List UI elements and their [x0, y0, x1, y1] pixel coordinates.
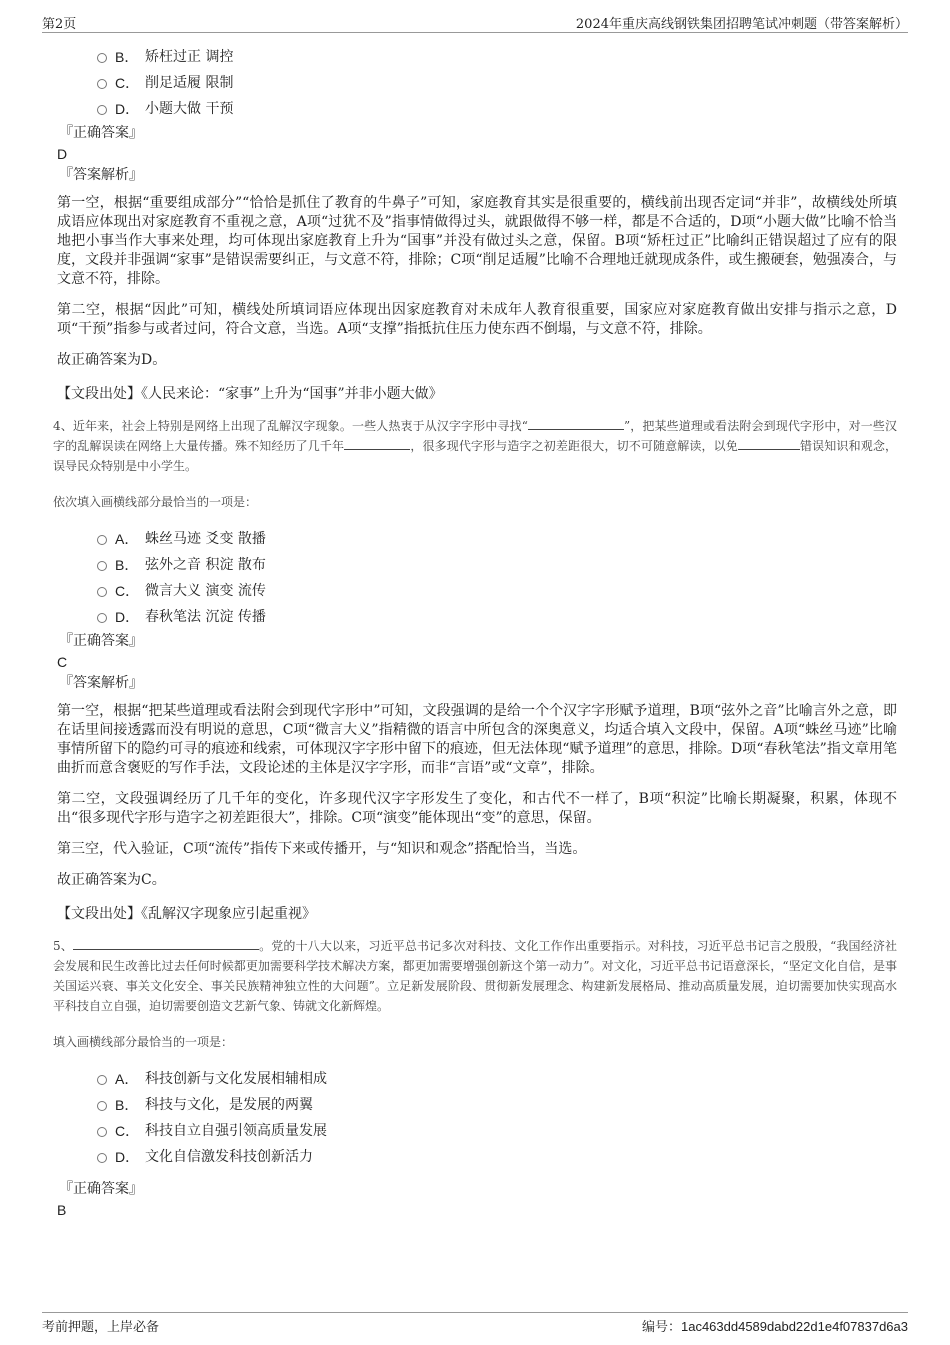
option-text: 弦外之音 积淀 散布 — [145, 557, 266, 573]
option-letter: D． — [115, 1149, 140, 1165]
answer-label: 『正确答案』 — [59, 633, 143, 649]
q4-prompt: 依次填入画横线部分最恰当的一项是： — [53, 495, 258, 509]
blank-line — [344, 437, 410, 450]
stem-text: 错误知识和观念，误导民众特别是中小学生。 — [53, 439, 897, 473]
stem-text: ”，把某些道理或看法附会到现代字形中，对一些汉字的乱解误读在网络上大量传播。殊不知经历了几千年 — [53, 419, 897, 453]
q4-option-c[interactable] — [57, 578, 897, 604]
option-text: 蛛丝马迹 爻变 散播 — [145, 531, 266, 547]
option-letter: C． — [115, 75, 140, 91]
analysis-paragraph: 第一空，根据“重要组成部分”“恰恰是抓住了教育的牛鼻子”可知，家庭教育其实是很重要的，横线前出现否定词“并非”，故横线处所填成语应体现出对家庭教育不重视之意，A项“过犹不及”指事情做得过头，就跟做得不够一样，都是不合适的，D项“小题大做”比喻不恰当地把小事当作大事来处理，均可体现出家庭教育上升为“国事”并没有做过头之意，保留。B项“矫枉过正”比喻纠正错误超过了应有的限度，文段并非强调“家事”是错误需要纠正，与文意不符，排除；C项“削足适履”比喻不合理地迁就现成条件，或生搬硬套，勉强凑合，与文意不符，排除。 — [57, 195, 897, 287]
page-number: 第2页 — [42, 17, 77, 32]
analysis-label: 『答案解析』 — [59, 167, 143, 183]
q4-option-b[interactable] — [57, 552, 897, 578]
radio-icon[interactable] — [97, 1101, 107, 1111]
option-text: 矫枉过正 调控 — [145, 49, 234, 65]
correct-answer: D — [57, 146, 68, 162]
blank-line — [73, 937, 259, 950]
q5-option-a[interactable] — [57, 1066, 897, 1092]
radio-icon[interactable] — [97, 1127, 107, 1137]
option-text: 小题大做 干预 — [145, 101, 234, 117]
radio-icon[interactable] — [97, 79, 107, 89]
option-letter: A． — [115, 1071, 139, 1087]
stem-text: 。党的十八大以来，习近平总书记多次对科技、文化工作作出重要指示。对科技，习近平总书记言之殷殷，“我国经济社会发展和民生改善比过去任何时候都更加需要科学技术解决方案，都更加需要增强创新这个第一动力”。对文化，习近平总书记语意深长，“坚定文化自信，是事关国运兴衰、事关文化安全、事关民族精神独立性的大问题”。立足新发展阶段、贯彻新发展理念、构建新发展格局、推动高质量发展，迫切需要加快实现高水平科技自立自强，迫切需要创造文艺新气象、铸就文化新辉煌。 — [53, 939, 897, 1013]
option-letter: C． — [115, 583, 140, 599]
answer-label: 『正确答案』 — [59, 1181, 143, 1197]
analysis-label: 『答案解析』 — [59, 675, 143, 691]
correct-answer: B — [57, 1202, 67, 1218]
stem-text: 4、近年来，社会上特别是网络上出现了乱解汉字现象。一些人热衷于从汉字字形中寻找“ — [53, 419, 528, 433]
option-letter: D． — [115, 609, 140, 625]
document-title: 2024年重庆高线钢铁集团招聘笔试冲刺题（带答案解析） — [575, 17, 908, 32]
source-citation: 【文段出处】《人民来论：“家事”上升为“国事”并非小题大做》 — [57, 386, 443, 402]
option-text: 削足适履 限制 — [145, 75, 234, 91]
analysis-paragraph: 第二空，根据“因此”可知，横线处所填词语应体现出因家庭教育对未成年人教育很重要，国家应对家庭教育做出安排与指示之意，D项“干预”指参与或者过问，符合文意，当选。A项“支撑”指抵抗住压力使东西不倒塌，与文意不符，排除。 — [57, 302, 897, 337]
q5-option-b[interactable] — [57, 1092, 897, 1118]
question-number: 5、 — [53, 939, 73, 953]
option-letter: A． — [115, 531, 139, 547]
answer-label: 『正确答案』 — [59, 125, 143, 141]
q3-option-b[interactable] — [57, 44, 897, 70]
analysis-paragraph: 第二空，文段强调经历了几千年的变化，许多现代汉字字形发生了变化，和古代不一样了，B项“积淀”比喻长期凝聚，积累，体现不出“很多现代字形与造字之初差距很大”，排除。C项“演变”能体现出“变”的意思，保留。 — [57, 791, 897, 826]
q5-prompt: 填入画横线部分最恰当的一项是： — [53, 1035, 234, 1049]
radio-icon[interactable] — [97, 1153, 107, 1163]
analysis-paragraph: 故正确答案为D。 — [57, 352, 167, 368]
source-citation: 【文段出处】《乱解汉字现象应引起重视》 — [57, 906, 316, 922]
radio-icon[interactable] — [97, 535, 107, 545]
code-label: 编号： — [641, 1320, 681, 1335]
blank-line — [528, 417, 624, 430]
option-letter: B． — [115, 49, 139, 65]
footer-slogan: 考前押题，上岸必备 — [42, 1320, 160, 1335]
option-text: 科技创新与文化发展相辅相成 — [145, 1071, 327, 1087]
q5-options — [57, 1066, 897, 1170]
q4-option-a[interactable] — [57, 526, 897, 552]
radio-icon[interactable] — [97, 53, 107, 63]
radio-icon[interactable] — [97, 1075, 107, 1085]
radio-icon[interactable] — [97, 561, 107, 571]
page-footer — [42, 1312, 908, 1337]
option-letter: C． — [115, 1123, 140, 1139]
analysis-paragraph: 第一空，根据“把某些道理或看法附会到现代字形中”可知，文段强调的是给一个个汉字字形赋予道理，B项“弦外之音”比喻言外之意，即在话里间接透露而没有明说的意思，C项“微言大义”指精微的语言中所包含的深奥意义，均适合填入文段中，保留。A项“蛛丝马迹”比喻事情所留下的隐约可寻的痕迹和线索，可体现汉字字形中留下的痕迹，但无法体现“赋予道理”的意思，排除。D项“春秋笔法”指文章用笔曲折而意含褒贬的写作手法，文段论述的主体是汉字字形，而非“言语”或“文章”，排除。 — [57, 703, 897, 776]
q4-stem — [53, 416, 897, 476]
q5-option-d[interactable] — [57, 1144, 897, 1170]
option-text: 微言大义 演变 流传 — [145, 583, 266, 599]
stem-text: ，很多现代字形与造字之初差距很大，切不可随意解读，以免 — [410, 439, 738, 453]
code-value: 1ac463dd4589dabd22d1e4f07837d6a3 — [680, 1319, 908, 1334]
document-content — [53, 44, 897, 1220]
radio-icon[interactable] — [97, 587, 107, 597]
option-text: 科技自立自强引领高质量发展 — [145, 1123, 327, 1139]
analysis-paragraph: 故正确答案为C。 — [57, 872, 166, 888]
q3-option-c[interactable] — [57, 70, 897, 96]
q5-stem — [53, 936, 897, 1016]
q3-option-d[interactable] — [57, 96, 897, 122]
option-text: 科技与文化，是发展的两翼 — [145, 1097, 313, 1113]
q5-option-c[interactable] — [57, 1118, 897, 1144]
radio-icon[interactable] — [97, 613, 107, 623]
option-letter: B． — [115, 1097, 139, 1113]
q4-options — [57, 526, 897, 630]
analysis-paragraph: 第三空，代入验证，C项“流传”指传下来或传播开，与“知识和观念”搭配恰当，当选。 — [57, 841, 587, 857]
radio-icon[interactable] — [97, 105, 107, 115]
blank-line — [738, 437, 800, 450]
option-text: 春秋笔法 沉淀 传播 — [145, 609, 266, 625]
option-text: 文化自信激发科技创新活力 — [145, 1149, 313, 1165]
q4-option-d[interactable] — [57, 604, 897, 630]
q3-options — [57, 44, 897, 122]
page-header — [42, 10, 908, 33]
option-letter: D． — [115, 101, 140, 117]
correct-answer: C — [57, 654, 68, 670]
option-letter: B． — [115, 557, 139, 573]
document-code — [642, 1316, 908, 1335]
